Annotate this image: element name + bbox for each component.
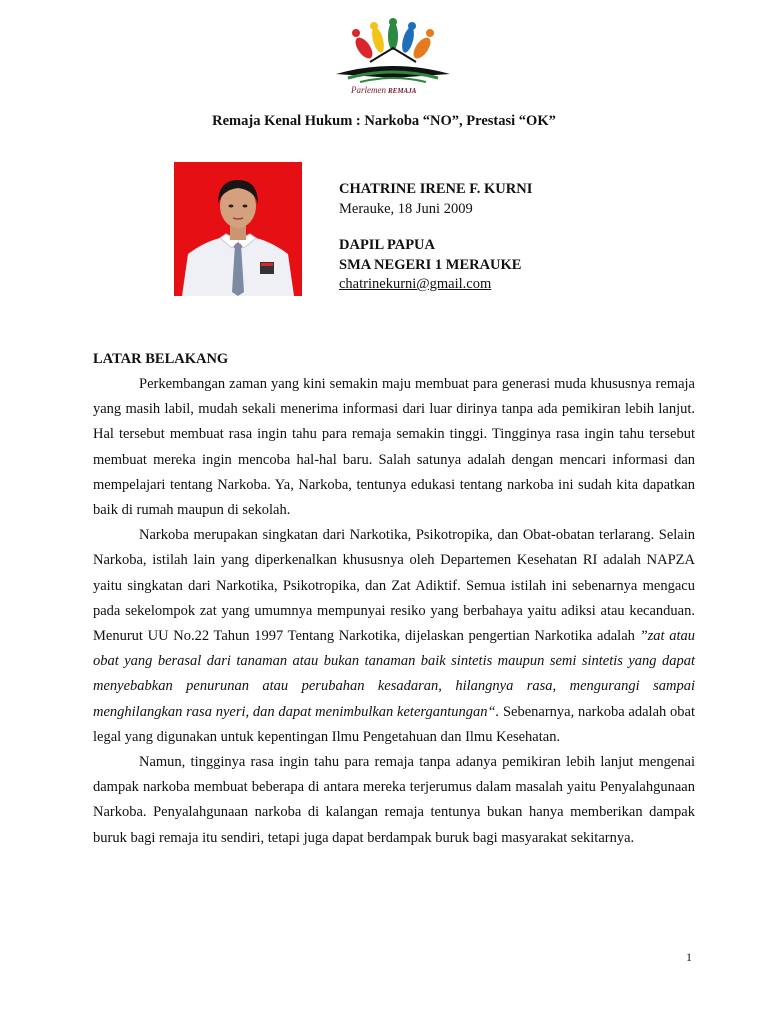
paragraph-1: Perkembangan zaman yang kini semakin maju membuat para generasi muda khususnya remaja yang masih labil, mudah sekali menerima informasi dari luar dirinya tanpa ada pemikiran lebih lanjut. Hal tersebut membuat rasa ingin tahu para remaja semakin tinggi. Tingginya rasa ingin tahu tersebut membuat mereka ingin mencoba hal-hal baru. Salah satunya adalah dengan mencari informasi dan mempelajari tentang Narkoba. Ya, Narkoba, tentunya edukasi tentang narkoba ini sudah kita dapatkan baik di rumah maupun di sekolah. [93,376,695,519]
paragraph-3: Namun, tingginya rasa ingin tahu para remaja tanpa adanya pemikiran lebih lanjut mengenai dampak narkoba membuat beberapa di antara mereka terjerumus dalam masalah yaitu Penyalahgunaan Narkoba. Penyalahgunaan narkoba di kalangan remaja tentunya bukan hanya memberikan dampak buruk bagi remaja itu sendiri, tetapi juga dapat berdampak buruk bagi masyarakat sekitarnya. [93,754,695,846]
profile-email-link[interactable]: chatrinekurni@gmail.com [339,276,492,292]
profile-dapil: DAPIL PAPUA [339,237,435,253]
paragraph-2-end: Sebenarnya, narkoba adalah obat legal yang digunakan untuk kepentingan Ilmu Pengetahuan dan Ilmu Kesehatan. [93,703,695,745]
logo-wordmark [351,85,416,95]
logo-wordmark-sub: REMAJA [388,87,417,95]
document-title: Remaja Kenal Hukum : Narkoba “NO”, Prestasi “OK” [212,113,556,129]
page-number: 1 [686,950,692,964]
profile-birth: Merauke, 18 Juni 2009 [339,200,473,217]
paragraph-2-quote: ”zat atau obat yang berasal dari tanaman atau bukan tanaman baik sintetis maupun semi sintetis yang dapat menyebabkan penurunan atau perubahan kesadaran, hilangnya rasa, mengurangi sampai menghilangkan rasa nyeri, dan dapat menimbulkan ketergantungan“. [93,628,696,720]
profile-school: SMA NEGERI 1 MERAUKE [339,256,522,273]
profile-name: CHATRINE IRENE F. KURNI [339,181,533,197]
paragraph-2-start: Narkoba merupakan singkatan dari Narkotika, Psikotropika, dan Obat-obatan terlarang. Selain Narkoba, istilah lain yang diperkenalkan khususnya oleh Departemen Kesehatan RI adalah NAPZA yaitu singkatan dari Narkotika, Psikotropika, dan Zat Adiktif. Semua istilah ini sebenarnya mengacu pada sekelompok zat yang umumnya mempunyai resiko yang berbahaya yaitu adiksi atau kecanduan. Menurut UU No.22 Tahun 1997 Tentang Narkotika, dijelaskan pengertian Narkotika adalah [93,527,695,645]
section-heading: LATAR BELAKANG [93,351,229,367]
logo-wordmark-main: Parlemen [351,85,386,95]
paragraph-2 [93,523,695,750]
profile-info [339,180,532,295]
section-body [93,372,695,851]
student-portrait-icon [174,162,302,296]
